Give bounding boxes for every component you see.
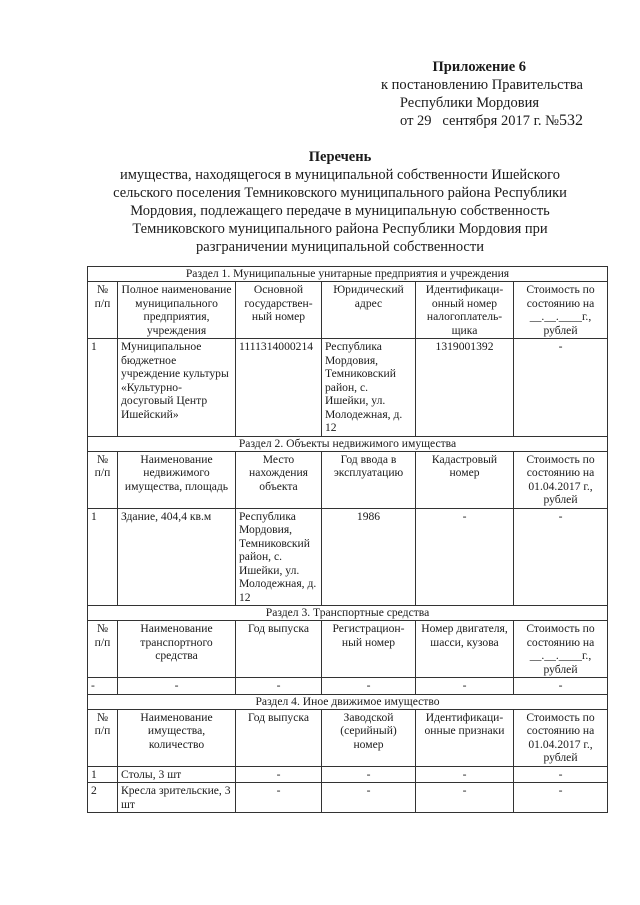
header-cell: Год выпуска [236,709,322,766]
cell: 1 [88,766,118,783]
appendix-title: Приложение 6 [432,59,526,75]
header-cell: Заводской (серийный) номер [322,709,416,766]
header-cell: № п/п [88,282,118,339]
header-cell: Юридический адрес [322,282,416,339]
table-header-row [88,709,608,766]
cell: - [416,766,514,783]
cell: Муниципальное бюджетное учреждение культуры «Культурно-досуговый Центр Ишейский» [118,339,236,437]
table-header-row [88,621,608,678]
header-cell: Регистрацион-ный номер [322,621,416,678]
header-cell: Стоимость по состоянию на __.__.____г., рублей [514,621,608,678]
cell: - [236,678,322,695]
appendix-block [381,58,583,130]
cell: - [236,783,322,813]
appendix-line: Республики Мордовия [399,95,539,111]
cell: - [322,678,416,695]
document-heading [100,148,580,256]
section-header-row [88,606,608,621]
cell: - [118,678,236,695]
property-table [87,266,608,813]
cell: - [514,783,608,813]
heading-line: сельского поселения Темниковского муниципального района Республики [113,185,567,201]
header-cell: № п/п [88,709,118,766]
section-header-row [88,694,608,709]
header-cell: Идентификаци-онные признаки [416,709,514,766]
heading-line: Темниковского муниципального района Республики Мордовия при [132,221,548,237]
decree-number: 532 [559,112,583,129]
header-cell: Идентификаци-онный номер налогоплатель-щика [416,282,514,339]
section-header-row [88,436,608,451]
header-cell: Наименование имущества, количество [118,709,236,766]
cell: - [236,766,322,783]
cell: - [322,783,416,813]
header-cell: Наименование недвижимого имущества, площадь [118,451,236,508]
cell: - [322,766,416,783]
section-header-row [88,267,608,282]
cell: 2 [88,783,118,813]
cell: Республика Мордовия, Темниковский район, с. Ишейки, ул. Молодежная, д. 12 [322,339,416,437]
cell: - [416,508,514,606]
table-row [88,339,608,437]
header-cell: Наименование транспортного средства [118,621,236,678]
header-cell: Стоимость по состоянию на 01.04.2017 г., рублей [514,709,608,766]
cell: Здание, 404,4 кв.м [118,508,236,606]
cell: 1 [88,339,118,437]
table-row [88,766,608,783]
header-cell: № п/п [88,621,118,678]
cell: 1986 [322,508,416,606]
cell: 1111314000214 [236,339,322,437]
heading-line: Мордовия, подлежащего передаче в муниципальную собственность [130,203,550,219]
date-day: от 29 [400,113,432,129]
section-title: Раздел 2. Объекты недвижимого имущества [88,436,608,451]
appendix-line: к постановлению Правительства [381,77,583,93]
cell: 1 [88,508,118,606]
header-cell: Год ввода в эксплуатацию [322,451,416,508]
document-title: Перечень [308,149,372,165]
header-cell: Место нахождения объекта [236,451,322,508]
cell: - [514,678,608,695]
cell: - [514,339,608,437]
heading-line: разграничении муниципальной собственности [196,239,484,255]
header-cell: Основной государствен-ный номер [236,282,322,339]
section-title: Раздел 1. Муниципальные унитарные предприятия и учреждения [88,267,608,282]
header-cell: Стоимость по состоянию на __.__.____г., рублей [514,282,608,339]
cell: - [416,783,514,813]
header-cell: Стоимость по состоянию на 01.04.2017 г., рублей [514,451,608,508]
header-cell: Кадастровый номер [416,451,514,508]
cell: - [514,508,608,606]
cell: - [416,678,514,695]
cell: 1319001392 [416,339,514,437]
table-row [88,678,608,695]
section-title: Раздел 4. Иное движимое имущество [88,694,608,709]
heading-line: имущества, находящегося в муниципальной собственности Ишейского [119,167,561,183]
date-rest: сентября 2017 г. № [442,113,559,129]
cell: Кресла зрительские, 3 шт [118,783,236,813]
header-cell: Год выпуска [236,621,322,678]
section-title: Раздел 3. Транспортные средства [88,606,608,621]
header-cell: № п/п [88,451,118,508]
table-row [88,508,608,606]
cell: - [514,766,608,783]
table-row [88,783,608,813]
cell: - [88,678,118,695]
table-header-row [88,282,608,339]
cell: Столы, 3 шт [118,766,236,783]
appendix-date [381,112,583,130]
header-cell: Номер двигателя, шасси, кузова [416,621,514,678]
header-cell: Полное наименование муниципального предприятия, учреждения [118,282,236,339]
table-header-row [88,451,608,508]
cell: Республика Мордовия, Темниковский район, с. Ишейки, ул. Молодежная, д. 12 [236,508,322,606]
